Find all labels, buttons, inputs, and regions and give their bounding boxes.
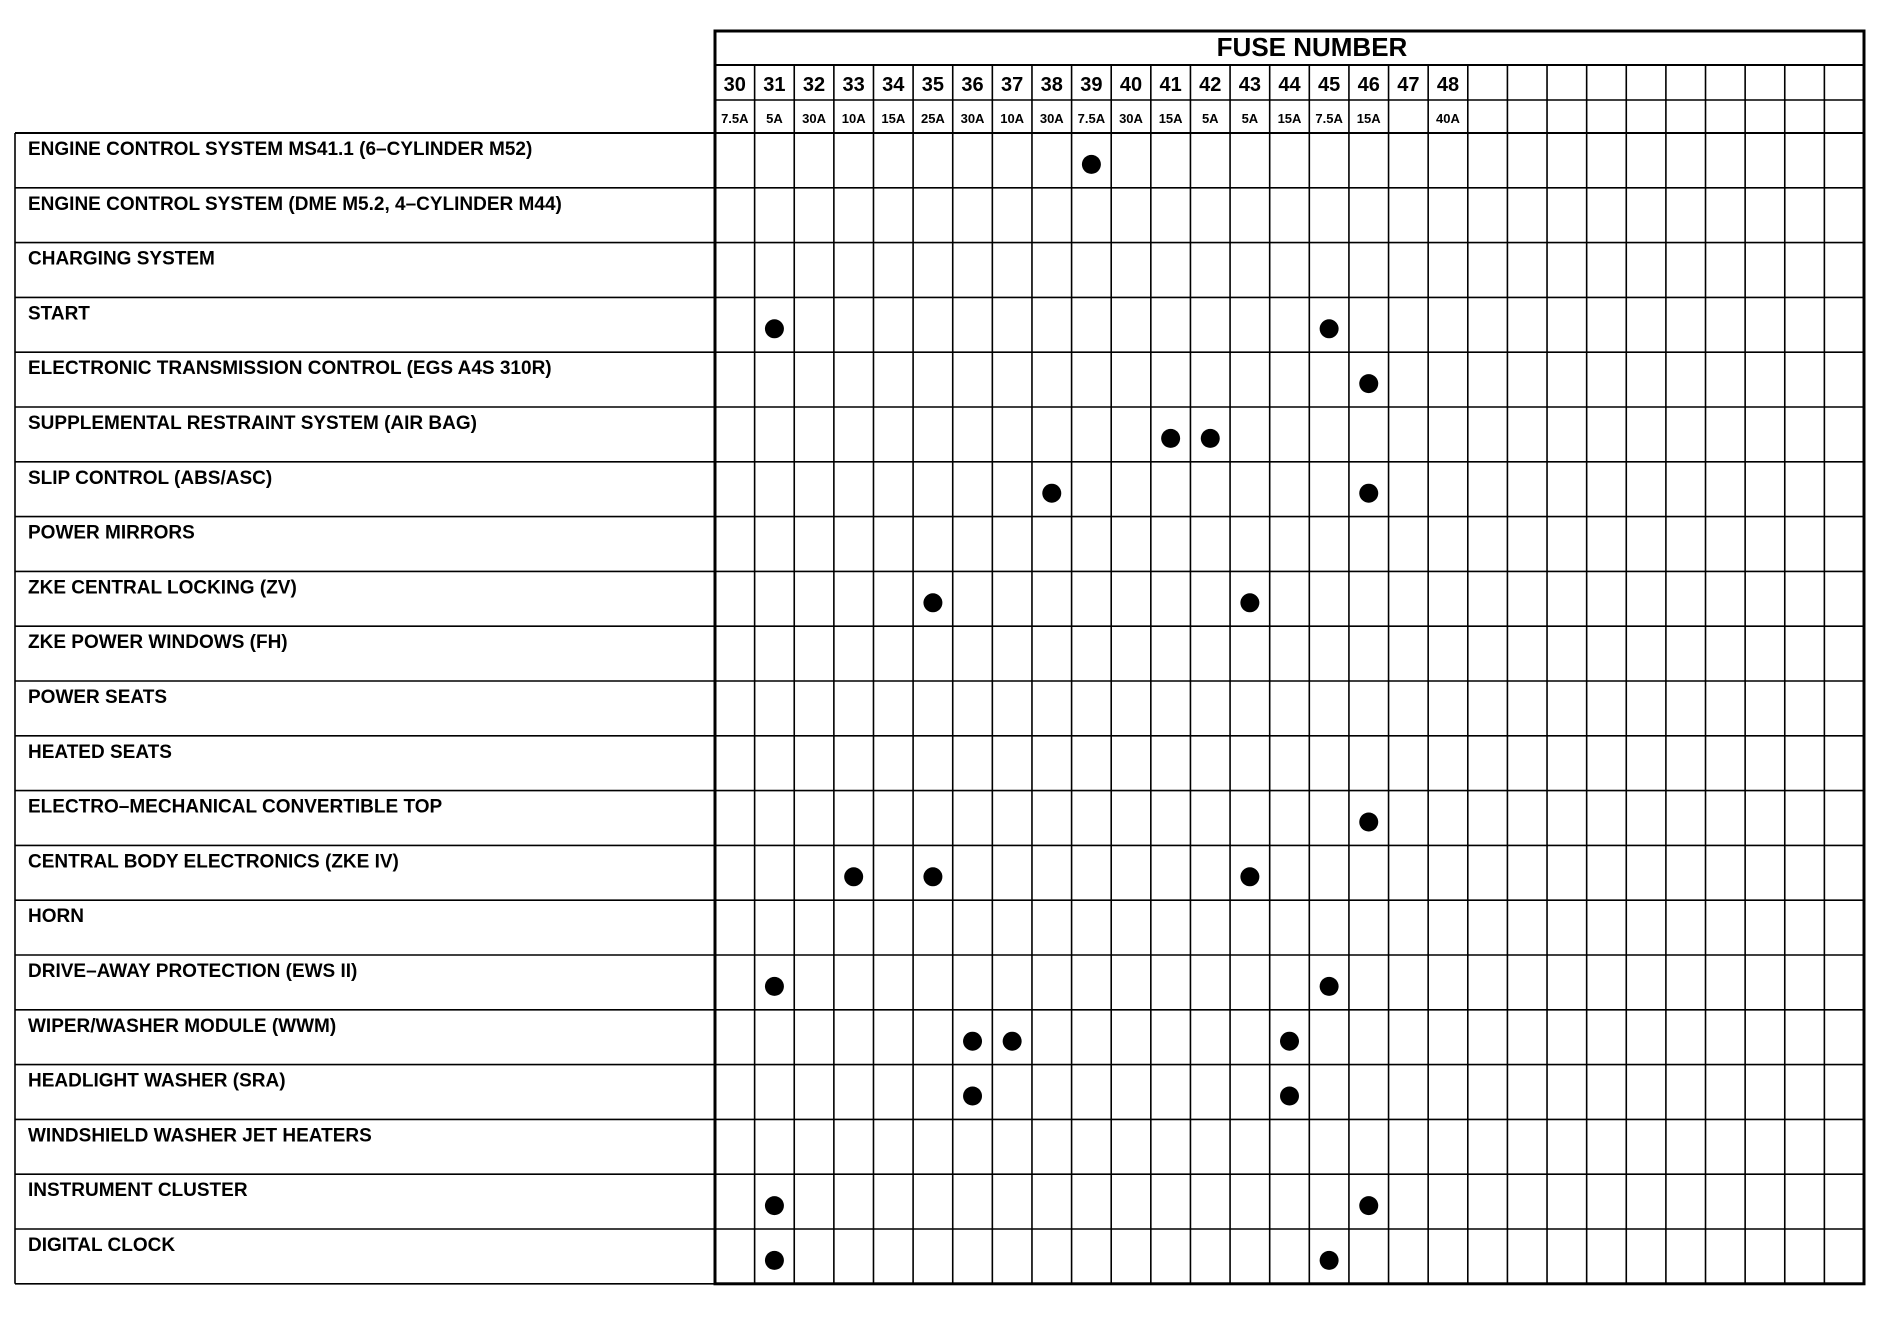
circuit-label: WINDSHIELD WASHER JET HEATERS xyxy=(28,1125,372,1147)
grid-lines xyxy=(15,31,1864,1284)
fuse-number: 40 xyxy=(1119,74,1143,96)
fuse-mark-31 xyxy=(765,1251,784,1270)
fuse-number: 42 xyxy=(1199,74,1222,96)
fuse-mark-41 xyxy=(1161,429,1180,448)
circuit-label: ELECTRONIC TRANSMISSION CONTROL (EGS A4S 310R) xyxy=(28,358,552,380)
fuse-mark-44 xyxy=(1280,1087,1299,1106)
fuse-rating: 30A xyxy=(960,111,985,126)
fuse-rating: 30A xyxy=(802,111,826,126)
fuse-mark-46 xyxy=(1359,813,1378,832)
fuse-rating: 15A xyxy=(1277,111,1302,126)
fuse-mark-36 xyxy=(963,1087,982,1106)
circuit-label: START xyxy=(28,303,90,325)
circuit-label: HORN xyxy=(28,906,84,928)
fuse-mark-33 xyxy=(844,867,863,886)
fuse-number: 37 xyxy=(1001,74,1024,96)
circuit-label: DIGITAL CLOCK xyxy=(28,1235,176,1256)
circuit-label: INSTRUMENT CLUSTER xyxy=(28,1180,248,1202)
fuse-rating: 5A xyxy=(766,111,783,126)
fuse-mark-35 xyxy=(923,867,942,886)
circuit-label: SUPPLEMENTAL RESTRAINT SYSTEM (AIR BAG) xyxy=(28,413,477,434)
circuit-label: POWER MIRRORS xyxy=(28,522,195,544)
fuse-mark-38 xyxy=(1042,484,1061,503)
fuse-mark-31 xyxy=(765,319,784,338)
circuit-label: WIPER/WASHER MODULE (WWM) xyxy=(28,1015,337,1037)
fuse-rating: 5A xyxy=(1241,111,1259,126)
fuse-mark-45 xyxy=(1320,319,1339,338)
fuse-number: 45 xyxy=(1317,74,1341,96)
fuse-rating: 30A xyxy=(1119,111,1143,126)
fuse-number: 30 xyxy=(723,74,746,96)
fuse-mark-46 xyxy=(1359,484,1378,503)
fuse-number: 48 xyxy=(1436,74,1460,96)
fuse-mark-43 xyxy=(1240,867,1259,886)
fuse-rating: 15A xyxy=(1158,111,1183,126)
fuse-mark-44 xyxy=(1280,1032,1299,1051)
circuit-label: ZKE CENTRAL LOCKING (ZV) xyxy=(28,577,297,599)
fuse-rating: 40A xyxy=(1436,111,1460,126)
circuit-label: HEADLIGHT WASHER (SRA) xyxy=(28,1070,286,1092)
fuse-number: 44 xyxy=(1278,74,1301,96)
circuit-label: DRIVE–AWAY PROTECTION (EWS II) xyxy=(28,961,358,982)
fuse-rating: 25A xyxy=(920,111,945,126)
fuse-rating: 5A xyxy=(1201,111,1219,126)
fuse-rating: 7.5A xyxy=(721,111,749,126)
fuse-mark-39 xyxy=(1082,155,1101,174)
fuse-mark-45 xyxy=(1320,1251,1339,1270)
fuse-number: 41 xyxy=(1159,74,1182,96)
fuse-rating: 15A xyxy=(881,111,906,126)
fuse-number: 33 xyxy=(842,74,865,96)
fuse-mark-35 xyxy=(923,593,942,612)
fuse-rating: 7.5A xyxy=(1077,111,1106,126)
fuse-mark-37 xyxy=(1003,1032,1022,1051)
fuse-number: 43 xyxy=(1238,74,1262,96)
fuse-mark-45 xyxy=(1320,977,1339,996)
chart-title: FUSE NUMBER xyxy=(1216,32,1408,62)
fuse-mark-31 xyxy=(765,977,784,996)
circuit-label: CENTRAL BODY ELECTRONICS (ZKE IV) xyxy=(28,851,399,873)
fuse-mark-46 xyxy=(1359,374,1378,393)
fuse-rating: 30A xyxy=(1039,111,1064,126)
fuse-number: 39 xyxy=(1080,74,1103,96)
fuse-number: 47 xyxy=(1397,74,1420,96)
circuit-label: ZKE POWER WINDOWS (FH) xyxy=(28,632,288,654)
circuit-label: ENGINE CONTROL SYSTEM (DME M5.2, 4–CYLINDER M44) xyxy=(28,193,562,215)
circuit-label: SLIP CONTROL (ABS/ASC) xyxy=(28,467,273,489)
fuse-number: 34 xyxy=(882,74,905,96)
circuit-label: ENGINE CONTROL SYSTEM MS41.1 (6–CYLINDER M52) xyxy=(28,139,533,160)
fuse-rating: 10A xyxy=(1000,111,1025,126)
fuse-number: 36 xyxy=(961,74,984,96)
circuit-label: HEATED SEATS xyxy=(28,741,172,763)
fuse-number: 32 xyxy=(802,74,826,96)
fuse-number: 35 xyxy=(921,74,945,96)
circuit-label-column xyxy=(28,139,562,1256)
fuse-mark-42 xyxy=(1201,429,1220,448)
circuit-label: ELECTRO–MECHANICAL CONVERTIBLE TOP xyxy=(28,796,443,818)
fuse-number: 38 xyxy=(1040,74,1063,96)
circuit-label: POWER SEATS xyxy=(28,687,167,708)
fuse-mark-36 xyxy=(963,1032,982,1051)
fuse-mark-43 xyxy=(1240,593,1259,612)
fuse-mark-46 xyxy=(1359,1196,1378,1215)
fuse-number: 31 xyxy=(763,74,786,96)
fuse-rating: 15A xyxy=(1356,111,1381,126)
circuit-label: CHARGING SYSTEM xyxy=(28,248,215,270)
fuse-mark-31 xyxy=(765,1196,784,1215)
fuse-number: 46 xyxy=(1357,74,1380,96)
fuse-rating: 7.5A xyxy=(1315,111,1343,126)
fuse-rating: 10A xyxy=(841,111,866,126)
